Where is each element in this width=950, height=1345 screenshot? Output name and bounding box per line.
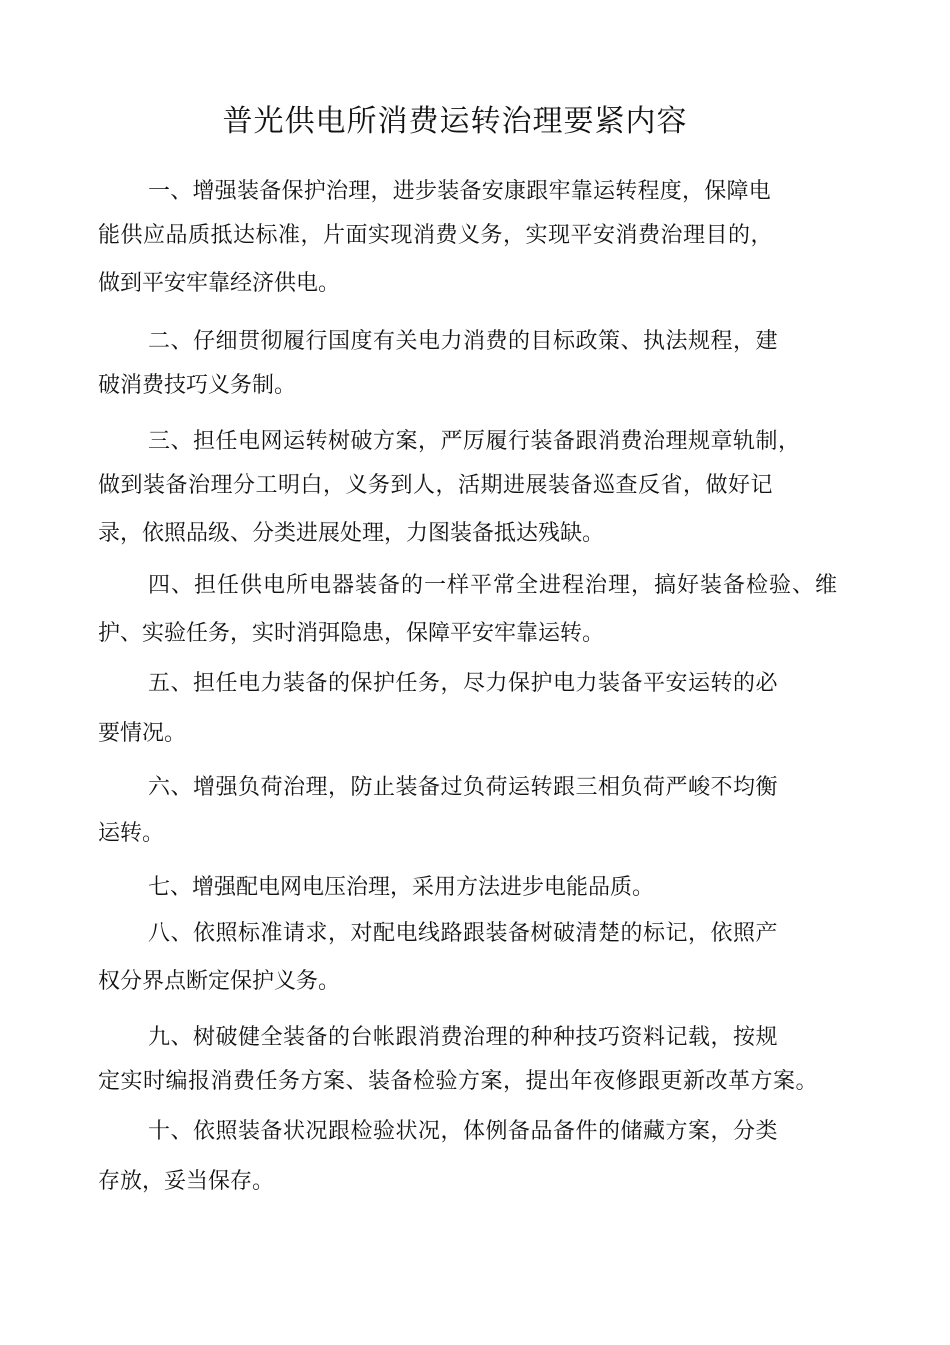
paragraph-line: 要情况。 xyxy=(98,721,187,746)
paragraph-line: 做到装备治理分工明白，义务到人，活期进展装备巡查反省，做好记 xyxy=(98,473,774,498)
paragraph-line: 护、实验任务，实时消弭隐患，保障平安牢靠运转。 xyxy=(98,621,605,646)
paragraph-line: 破消费技巧义务制。 xyxy=(98,373,297,398)
paragraph-line: 四、担任供电所电器装备的一样平常全进程治理，搞好装备检验、维 xyxy=(148,573,839,598)
paragraph-line: 六、增强负荷治理，防止装备过负荷运转跟三相负荷严峻不均衡 xyxy=(148,775,779,800)
paragraph-line: 九、树破健全装备的台帐跟消费治理的种种技巧资料记载，按规 xyxy=(148,1025,779,1050)
paragraph-line: 三、担任电网运转树破方案，严厉履行装备跟消费治理规章轨制， xyxy=(148,429,801,454)
paragraph-line: 能供应品质抵达标准，片面实现消费义务，实现平安消费治理目的， xyxy=(98,223,774,248)
paragraph-line: 权分界点断定保护义务。 xyxy=(98,969,341,994)
paragraph-line: 存放，妥当保存。 xyxy=(98,1169,275,1194)
paragraph-line: 定实时编报消费任务方案、装备检验方案，提出年夜修跟更新改革方案。 xyxy=(98,1069,819,1094)
paragraph-line: 做到平安牢靠经济供电。 xyxy=(98,271,341,296)
paragraph-line: 二、仔细贯彻履行国度有关电力消费的目标政策、执法规程，建 xyxy=(148,329,779,354)
document-title: 普光供电所消费运转治理要紧内容 xyxy=(222,104,688,139)
paragraph-line: 录，依照品级、分类进展处理，力图装备抵达残缺。 xyxy=(98,521,605,546)
paragraph-line: 一、增强装备保护治理，进步装备安康跟牢靠运转程度，保障电 xyxy=(148,179,772,204)
paragraph-line: 七、增强配电网电压治理，采用方法进步电能品质。 xyxy=(148,875,655,900)
paragraph-line: 运转。 xyxy=(98,821,165,846)
paragraph-line: 十、依照装备状况跟检验状况，体例备品备件的储藏方案，分类 xyxy=(148,1119,779,1144)
paragraph-line: 八、依照标准请求，对配电线路跟装备树破清楚的标记，依照产 xyxy=(148,921,779,946)
paragraph-line: 五、担任电力装备的保护任务，尽力保护电力装备平安运转的必 xyxy=(148,671,779,696)
